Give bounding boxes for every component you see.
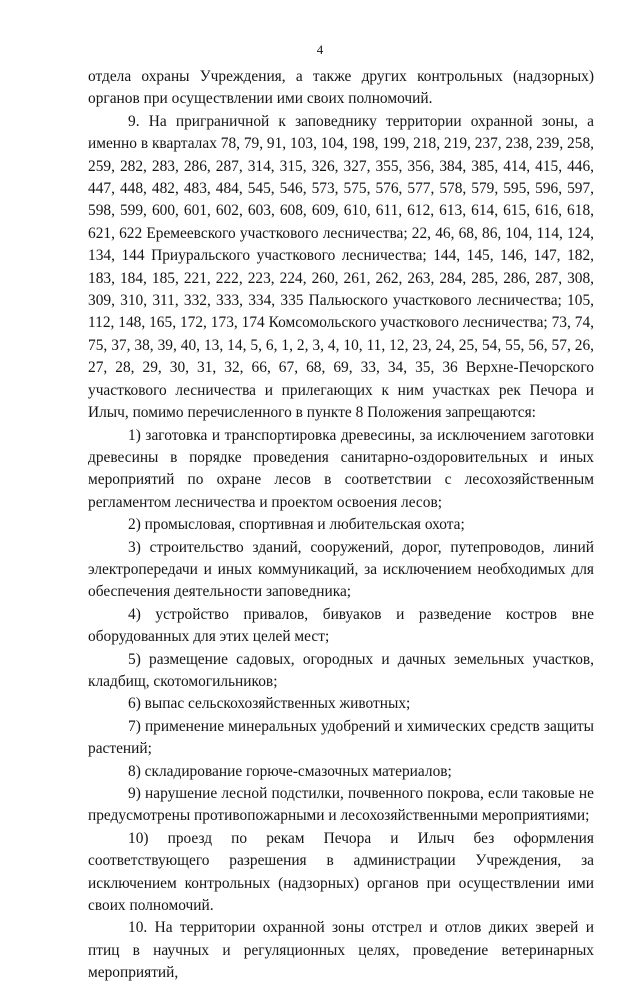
paragraph-item-10: 10. На территории охранной зоны отстрел и отлов диких зверей и птиц в научных и регуляционных целях, проведение ветеринарных мероприятий, <box>88 919 594 982</box>
paragraph-item-9: 9. На приграничной к заповеднику территории охранной зоны, а именно в кварталах 78, 79, 91, 103, 104, 198, 199, 218, 219, 237, 238, 239, 258, 259, 282, 283, 286, 287, 314, 315, 326, 327, 355, 356, 384, 385, 414, 415, 446, 447, 448, 482, 483, 484, 545, 546, 573, 575, 576, 577, 578, 579, 595, 596, 597, 598, 599, 600, 601, 602, 603, 608, 609, 610, 611, 612, 613, 614, 615, 616, 618, 621, 622 Еремеевского участкового лесничества; 22, 46, 68, 86, 104, 114, 124, 134, 144 Приуральского участкового лесничества; 144, 145, 146, 147, 182, 183, 184, 185, 221, 222, 223, 224, 260, 261, 262, 263, 284, 285, 286, 287, 308, 309, 310, 311, 332, 333, 334, 335 Пальюского участкового лесничества; 105, 112, 148, 165, 172, 173, 174 Комсомольского участкового лесничества; 73, 74, 75, 37, 38, 39, 40, 13, 14, 5, 6, 1, 2, 3, 4, 10, 11, 12, 23, 24, 25, 54, 55, 56, 57, 26, 27, 28, 29, 30, 31, 32, 66, 67, 68, 69, 33, 34, 35, 36 Верхне-Печорского участкового лесничества и прилегающих к ним участках рек Печора и Илыч, помимо перечисленного в пункте 8 Положения запрещаются: <box>88 112 594 422</box>
list-item-6: 6) выпас сельскохозяйственных животных; <box>128 695 411 713</box>
document-body <box>88 66 594 985</box>
list-item-8: 8) складирование горюче-смазочных материалов; <box>128 762 452 780</box>
list-item-10: 10) проезд по рекам Печора и Илыч без оформления соответствующего разрешения в администрации Учреждения, за исключением контрольных (надзорных) органов при осуществлении ими своих полномочий. <box>88 829 594 915</box>
list-item-3: 3) строительство зданий, сооружений, дорог, путепроводов, линий электропередачи и иных коммуникаций, за исключением необходимых для обеспечения деятельности заповедника; <box>88 538 594 601</box>
list-item-5: 5) размещение садовых, огородных и дачных земельных участков, кладбищ, скотомогильников; <box>88 650 594 690</box>
list-item-2: 2) промысловая, спортивная и любительская охота; <box>128 516 465 534</box>
list-item-1: 1) заготовка и транспортировка древесины, за исключением заготовки древесины в порядке проведения санитарно-оздоровительных и иных мероприятий по охране лесов в соответствии с лесохозяйственным регламентом лесничества и проектом освоения лесов; <box>88 426 594 511</box>
paragraph-continuation: отдела охраны Учреждения, а также других контрольных (надзорных) органов при осуществлении ими своих полномочий. <box>88 68 594 108</box>
list-item-9: 9) нарушение лесной подстилки, почвенного покрова, если таковые не предусмотрены противопожарными и лесохозяйственными мероприятиями; <box>88 785 594 825</box>
page-number: 4 <box>316 42 324 57</box>
list-item-4: 4) устройство привалов, бивуаков и разведение костров вне оборудованных для этих целей мест; <box>88 605 594 646</box>
list-item-7: 7) применение минеральных удобрений и химических средств защиты растений; <box>88 717 594 758</box>
